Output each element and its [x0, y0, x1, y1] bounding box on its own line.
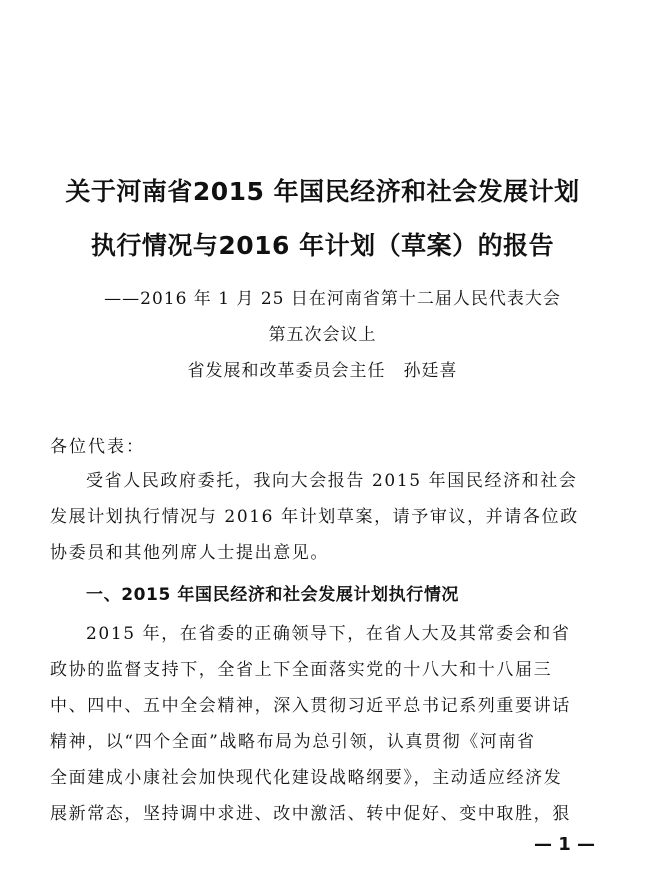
- intro-paragraph: [50, 463, 598, 571]
- intro-paragraph-line: 发展计划执行情况与 2016 年计划草案，请予审议，并请各位政: [50, 507, 579, 527]
- salutation: 各位代表：: [50, 437, 145, 457]
- subtitle-session-line: 第五次会议上: [268, 325, 377, 345]
- section-heading: 一、2015 年国民经济和社会发展计划执行情况: [86, 585, 460, 605]
- subtitle-author-line: 省发展和改革委员会主任 孙廷喜: [187, 361, 458, 381]
- subtitle-date-line: ——2016 年 1 月 25 日在河南省第十二届人民代表大会: [104, 289, 561, 309]
- report-title-line-1: 关于河南省2015 年国民经济和社会发展计划: [65, 177, 580, 206]
- page-number: — 1 —: [533, 834, 595, 855]
- section-paragraph-line: 展新常态，坚持调中求进、改中激活、转中促好、变中取胜，狠: [50, 804, 571, 824]
- section-paragraph: [50, 616, 598, 832]
- report-title-line-2: 执行情况与2016 年计划（草案）的报告: [90, 231, 555, 260]
- section-paragraph-line: 2015 年，在省委的正确领导下，在省人大及其常委会和省: [86, 624, 571, 644]
- section-paragraph-line: 全面建成小康社会加快现代化建设战略纲要》，主动适应经济发: [50, 768, 563, 788]
- section-paragraph-line: 精神，以“四个全面”战略布局为总引领，认真贯彻《河南省: [50, 732, 536, 752]
- intro-paragraph-line: 协委员和其他列席人士提出意见。: [50, 543, 329, 563]
- intro-paragraph-line: 受省人民政府委托，我向大会报告 2015 年国民经济和社会: [86, 471, 578, 491]
- section-paragraph-line: 中、四中、五中全会精神，深入贯彻习近平总书记系列重要讲话: [50, 696, 571, 716]
- section-paragraph-line: 政协的监督支持下，全省上下全面落实党的十八大和十八届三: [50, 660, 553, 680]
